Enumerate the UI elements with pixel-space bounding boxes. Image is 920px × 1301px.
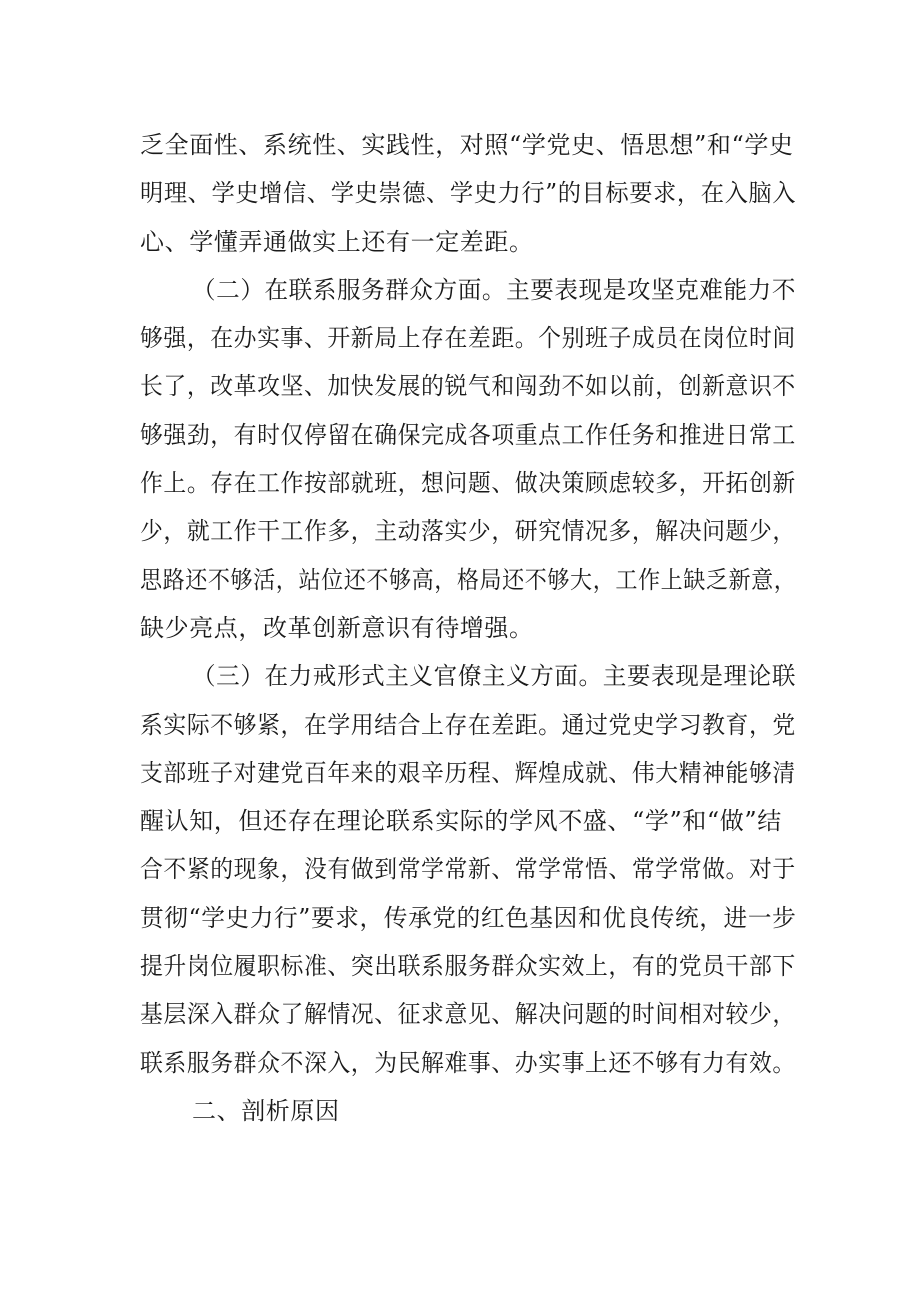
text-line: 缺少亮点，改革创新意识有待增强。: [140, 613, 534, 642]
text-line: 合不紧的现象，没有做到常学常新、常学常悟、常学常做。对于: [140, 855, 796, 884]
text-line: 提升岗位履职标准、突出联系服务群众实效上，有的党员干部下: [140, 952, 796, 981]
paragraph-start-line: 二、剖析原因: [192, 1096, 340, 1125]
text-line: 醒认知，但还存在理论联系实际的学风不盛、“学”和“做”结: [140, 807, 782, 836]
text-line: 思路还不够活，站位还不够高，格局还不够大，工作上缺乏新意，: [140, 565, 797, 594]
text-line: 心、学懂弄通做实上还有一定差距。: [140, 227, 534, 256]
text-line: 基层深入群众了解情况、征求意见、解决问题的时间相对较少，: [140, 1000, 796, 1029]
text-line: 联系服务群众不深入，为民解难事、办实事上还不够有力有效。: [140, 1048, 796, 1077]
text-line: 少，就工作干工作多，主动落实少，研究情况多，解决问题少，: [140, 517, 796, 546]
text-line: 系实际不够紧，在学用结合上存在差距。通过党史学习教育，党: [140, 710, 796, 739]
paragraph-start-line: （三）在力戒形式主义官僚主义方面。主要表现是理论联: [192, 662, 796, 691]
paragraph-start-line: （二）在联系服务群众方面。主要表现是攻坚克难能力不: [192, 275, 796, 304]
text-line: 作上。存在工作按部就班，想问题、做决策顾虑较多，开拓创新: [140, 469, 796, 498]
document-body: [140, 121, 796, 1135]
text-line: 长了，改革攻坚、加快发展的锐气和闯劲不如以前，创新意识不: [140, 372, 796, 401]
text-line: 明理、学史增信、学史崇德、学史力行”的目标要求，在入脑入: [140, 179, 797, 208]
text-line: 支部班子对建党百年来的艰辛历程、辉煌成就、伟大精神能够清: [140, 758, 796, 787]
text-line: 乏全面性、系统性、实践性，对照“学党史、悟思想”和“学史: [140, 131, 794, 159]
text-line: 够强，在办实事、开新局上存在差距。个别班子成员在岗位时间: [140, 324, 796, 353]
text-line: 贯彻“学史力行”要求，传承党的红色基因和优良传统，进一步: [140, 903, 797, 932]
text-line: 够强劲，有时仅停留在确保完成各项重点工作任务和推进日常工: [140, 420, 796, 449]
